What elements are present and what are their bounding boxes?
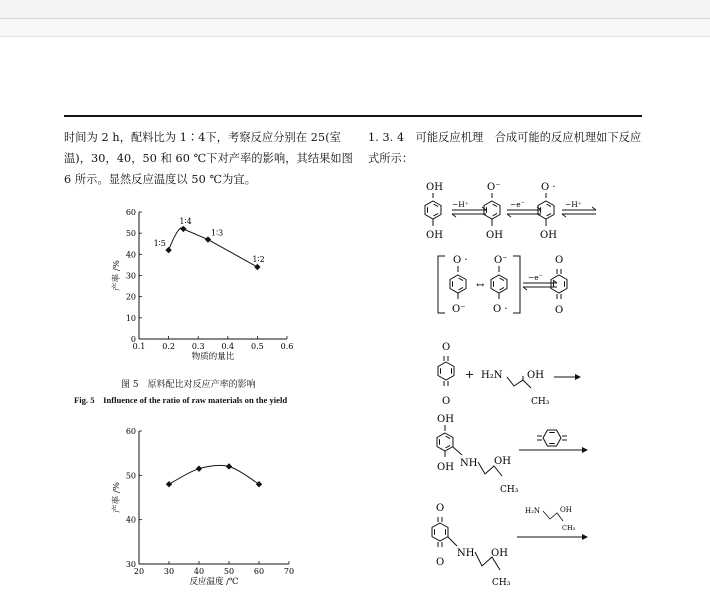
row4-oh-chain: OH	[494, 456, 511, 467]
row5-nh: NH	[457, 548, 475, 559]
chart2-x-tick-label: 60	[253, 567, 265, 576]
chart2-x-tick-label: 40	[193, 567, 205, 576]
row2-o-radical-2: O ·	[493, 304, 508, 315]
row1-oh-top: OH	[426, 182, 443, 193]
chart2-x-tick-label: 30	[163, 567, 175, 576]
chart1-point-label: 1∶4	[179, 216, 192, 226]
row1-oh-bottom-1: OH	[426, 230, 443, 241]
chart2-y-tick-label: 50	[125, 471, 136, 481]
chart1-y-tick-label: 40	[125, 250, 136, 260]
row1-oh-bottom-2: OH	[486, 230, 503, 241]
chart1-x-tick-label: 0.2	[162, 342, 175, 351]
chart2-y-tick-label: 40	[125, 515, 136, 525]
row5-reagent-h2n: H₂N	[525, 507, 541, 515]
row5-ch3: CH₃	[492, 578, 511, 588]
chart1-point-label: 1∶3	[210, 228, 224, 238]
chart2-x-tick-label: 70	[283, 567, 295, 576]
reaction-arrowhead-1	[575, 374, 581, 380]
row1-arrow1-label: −H⁺	[452, 200, 469, 209]
row3-o-bottom: O	[442, 396, 451, 407]
chart1-y-tick-label: 50	[125, 229, 136, 239]
chart1-x-tick-label: 0.6	[280, 342, 294, 351]
row3-h2n: H₂N	[481, 370, 503, 381]
scheme-row4	[437, 414, 588, 495]
row1-arrow2-label: −e⁻	[510, 200, 525, 209]
chart2-y-tick-label: 30	[125, 560, 136, 569]
chart1-x-tick-label: 0.5	[251, 342, 264, 351]
fig5-caption-en: Fig. 5 Influence of the ratio of raw materials on the yield	[74, 395, 288, 405]
row5-reagent-oh: OH	[560, 506, 572, 514]
row1-o-radical: O ·	[541, 182, 556, 193]
chart1-x-tick-label: 0.3	[191, 342, 205, 351]
scheme-row2	[438, 255, 567, 316]
row2-arrow-label: −e⁻	[528, 273, 543, 282]
chart1-y-tick-label: 0	[130, 335, 136, 344]
chart2-y-axis-label: 产率 /%	[112, 482, 122, 513]
row3-oh: OH	[527, 370, 544, 381]
chart1-y-tick-label: 30	[125, 271, 136, 281]
chart2-y-tick-label: 60	[125, 427, 136, 436]
row4-oh-top: OH	[437, 414, 454, 425]
chart1-y-tick-label: 10	[125, 313, 136, 323]
row2-o-top: O	[555, 255, 564, 266]
row3-plus: +	[465, 368, 475, 381]
scheme-row5	[432, 503, 588, 588]
bond	[453, 447, 462, 455]
benzoquinone-over-arrow	[537, 430, 567, 446]
fig5-caption-cn: 图 5 原料配比对反应产率的影响	[121, 380, 256, 390]
bond	[448, 537, 457, 546]
chart1-x-axis-label: 物质的量比	[191, 352, 235, 362]
chart1-y-tick-label: 20	[125, 292, 136, 302]
row2-o-minus-1: O⁻	[452, 304, 466, 315]
benzoquinone-reactant	[438, 356, 454, 386]
radical-anion-ring-1	[450, 275, 466, 293]
row5-reagent-ch3: CH₃	[562, 524, 576, 532]
phenoxy-radical-ring	[538, 201, 554, 219]
right-paragraph: 1. 3. 4 可能反应机理 合成可能的反应机理如下反应式所示：	[368, 131, 642, 165]
reaction-arrowhead-2	[582, 447, 588, 453]
row4-nh: NH	[460, 458, 478, 469]
row2-o-bottom: O	[555, 305, 564, 316]
row1-oh-bottom-3: OH	[540, 230, 557, 241]
radical-anion-ring-2	[491, 275, 507, 293]
chart1-x-tick-label: 0.4	[221, 342, 235, 351]
benzoquinone-ring	[551, 269, 567, 299]
substituted-hydroquinone	[437, 433, 453, 451]
row1-arrow3-label: −H⁺	[565, 200, 582, 209]
scheme-row3	[438, 342, 581, 407]
chart1-point-label: 1∶2	[252, 255, 265, 265]
chart2-x-axis-label: 反应温度 /℃	[189, 577, 239, 587]
row2-resonance: ↔	[476, 280, 485, 291]
row3-o-top: O	[442, 342, 451, 353]
chart2-x-tick-label: 20	[133, 567, 145, 576]
left-bracket	[438, 256, 445, 313]
chart1-y-tick-label: 60	[125, 208, 136, 217]
row5-o-top: O	[436, 503, 445, 514]
row4-oh-bottom: OH	[437, 462, 454, 473]
row4-ch3: CH₃	[500, 485, 519, 495]
chart1-point-label: 1∶5	[153, 239, 166, 249]
row1-o-minus: O⁻	[487, 182, 501, 193]
hydroquinone-ring	[425, 201, 441, 219]
chart1-x-tick-label: 0.1	[132, 342, 146, 351]
left-paragraph: 时间为 2 h，配料比为 1∶4下，考察反应分别在 25(室温)，30，40，50 和 60 ℃下对产率的影响，其结果如图 6 所示。显然反应温度以 50 ℃为宜。	[64, 131, 353, 186]
row2-o-radical-1: O ·	[453, 255, 468, 266]
reaction-arrowhead-3	[582, 534, 588, 540]
row3-ch3: CH₃	[531, 397, 550, 407]
scheme-row1	[425, 182, 596, 241]
chart1-y-axis-label: 产率 /%	[112, 260, 122, 291]
row2-o-minus-2: O⁻	[494, 255, 508, 266]
aminoquinone-ring	[432, 517, 448, 547]
row5-oh: OH	[491, 548, 508, 559]
phenolate-ring	[484, 201, 500, 219]
right-bracket	[513, 256, 520, 313]
row5-o-bottom: O	[436, 557, 445, 568]
chart2-x-tick-label: 50	[223, 567, 235, 576]
